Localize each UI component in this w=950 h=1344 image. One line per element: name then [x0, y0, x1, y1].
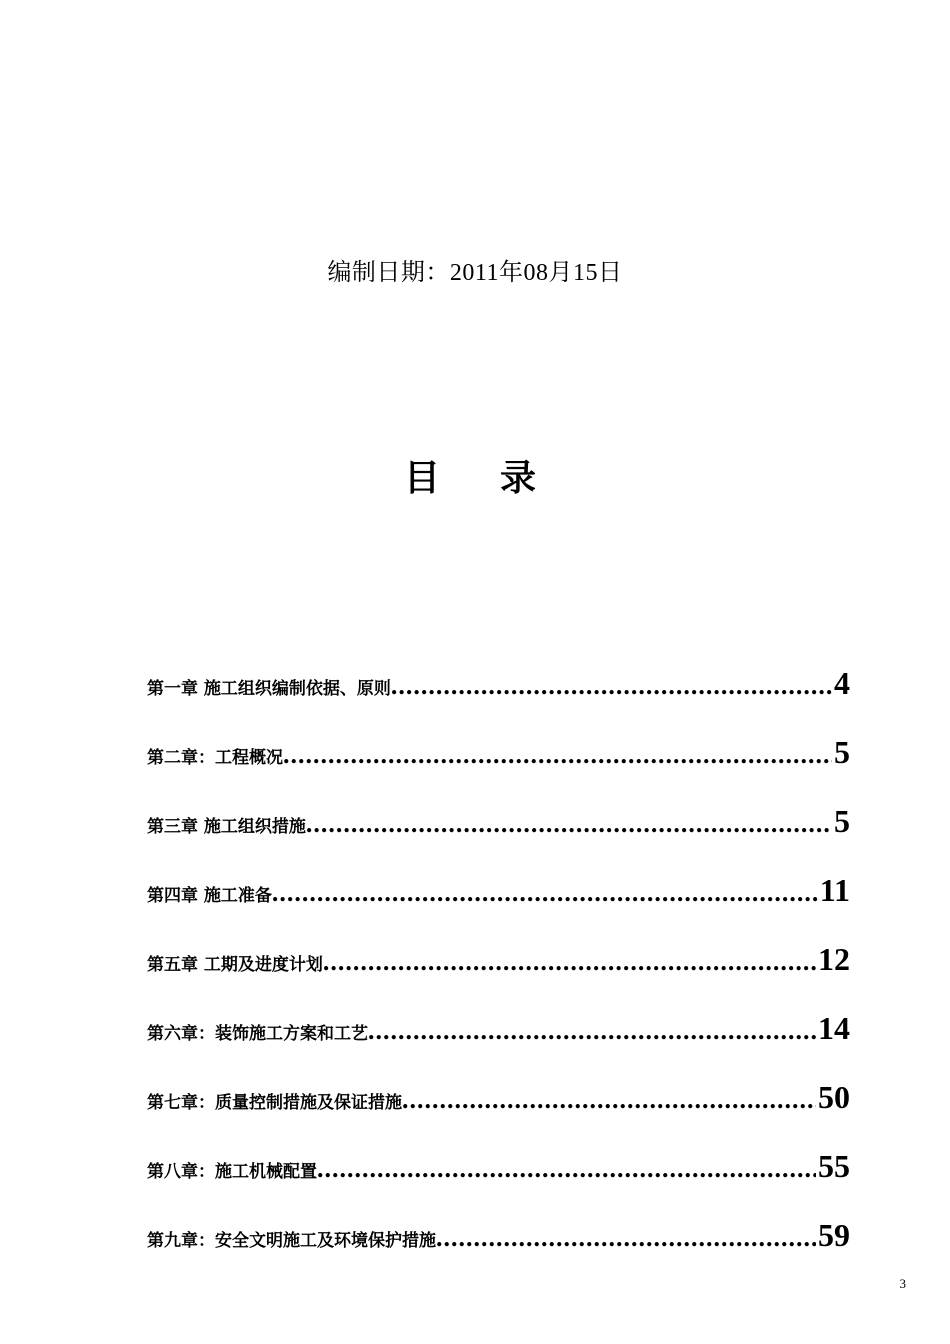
toc-entry-chapter-8[interactable]	[147, 1148, 850, 1217]
toc-entry-chapter-4[interactable]	[147, 872, 850, 941]
dot-leader	[436, 1225, 816, 1251]
toc-entry-chapter-9[interactable]	[147, 1217, 850, 1286]
toc-entry-page: 5	[834, 734, 850, 770]
compile-date: 编制日期：2011年08月15日	[327, 260, 623, 286]
dot-leader	[272, 880, 818, 906]
toc-entry-label: 第一章 施工组织编制依据、原则	[147, 679, 391, 699]
table-of-contents	[147, 665, 850, 1286]
toc-entry-page: 12	[818, 941, 850, 977]
dot-leader	[368, 1018, 816, 1044]
toc-entry-page: 55	[818, 1148, 850, 1184]
toc-entry-chapter-5[interactable]	[147, 941, 850, 1010]
dot-leader	[323, 949, 816, 975]
toc-entry-label: 第九章：安全文明施工及环境保护措施	[147, 1231, 436, 1251]
toc-entry-chapter-3[interactable]	[147, 803, 850, 872]
page-number: 3	[899, 1276, 906, 1291]
toc-entry-page: 4	[834, 665, 850, 701]
toc-entry-chapter-2[interactable]	[147, 734, 850, 803]
toc-entry-page: 5	[834, 803, 850, 839]
toc-entry-chapter-6[interactable]	[147, 1010, 850, 1079]
dot-leader	[317, 1156, 816, 1182]
dot-leader	[391, 673, 832, 699]
toc-entry-page: 59	[818, 1217, 850, 1253]
dot-leader	[306, 811, 832, 837]
toc-title: 目录	[403, 458, 596, 498]
toc-entry-label: 第五章 工期及进度计划	[147, 955, 323, 975]
toc-entry-chapter-1[interactable]	[147, 665, 850, 734]
toc-entry-label: 第三章 施工组织措施	[147, 817, 306, 837]
toc-entry-chapter-7[interactable]	[147, 1079, 850, 1148]
toc-entry-label: 第二章：工程概况	[147, 748, 283, 768]
toc-entry-label: 第六章：装饰施工方案和工艺	[147, 1024, 368, 1044]
dot-leader	[402, 1087, 816, 1113]
toc-entry-page: 11	[819, 872, 850, 908]
toc-entry-page: 14	[818, 1010, 850, 1046]
dot-leader	[283, 742, 832, 768]
toc-entry-label: 第四章 施工准备	[147, 886, 272, 906]
toc-entry-label: 第八章：施工机械配置	[147, 1162, 317, 1182]
toc-entry-label: 第七章：质量控制措施及保证措施	[147, 1093, 402, 1113]
toc-entry-page: 50	[818, 1079, 850, 1115]
